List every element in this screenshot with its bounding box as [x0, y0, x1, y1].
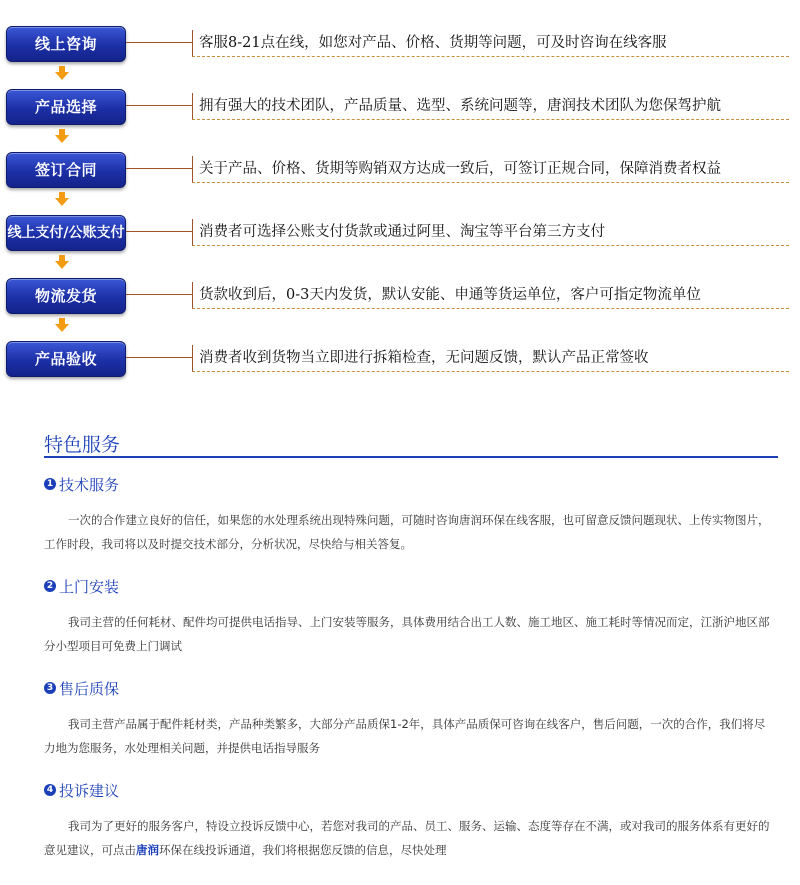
step-product-select	[6, 89, 788, 133]
feature-title: 技术服务	[59, 475, 120, 494]
feature-body	[44, 814, 774, 862]
step-description: 消费者可选择公账支付货款或通过阿里、淘宝等平台第三方支付	[192, 219, 789, 246]
step-button[interactable]: 线上支付/公账支付	[6, 215, 126, 251]
section-divider	[44, 456, 778, 458]
feature-body: 我司主营产品属于配件耗材类，产品种类繁多，大部分产品质保1-2年，具体产品质保可咨询在线客户，售后问题，一次的合作，我们将尽力地为您服务，水处理相关问题，并提供电话指导服务	[44, 717, 766, 755]
feature-title: 投诉建议	[59, 781, 120, 800]
step-description: 消费者收到货物当立即进行拆箱检查，无问题反馈，默认产品正常签收	[192, 345, 789, 372]
step-acceptance	[6, 341, 788, 385]
number-badge-icon: 1	[44, 478, 56, 490]
step-description: 关于产品、价格、货期等购销双方达成一致后，可签订正规合同，保障消费者权益	[192, 156, 789, 183]
connector-line	[126, 294, 192, 295]
connector-line	[126, 168, 192, 169]
feature-title: 上门安装	[59, 577, 120, 596]
connector-line	[126, 231, 192, 232]
down-arrow-icon	[55, 198, 69, 206]
number-badge-icon: 4	[44, 784, 56, 796]
step-button[interactable]: 签订合同	[6, 152, 126, 188]
feature-complaints	[44, 778, 774, 862]
feature-tech-service	[44, 472, 774, 556]
feature-body: 一次的合作建立良好的信任，如果您的水处理系统出现特殊问题，可随时咨询唐润环保在线客服，也可留意反馈问题现状、上传实物图片，工作时段，我司将以及时提交技术部分，分析状况，尽快给与相关答复。	[44, 513, 770, 551]
step-description: 拥有强大的技术团队，产品质量、选型、系统问题等，唐润技术团队为您保驾护航	[192, 93, 789, 120]
connector-line	[126, 105, 192, 106]
down-arrow-icon	[55, 324, 69, 332]
step-description: 客服8-21点在线，如您对产品、价格、货期等问题，可及时咨询在线客服	[192, 30, 789, 57]
step-button[interactable]: 产品验收	[6, 341, 126, 377]
connector-line	[126, 357, 192, 358]
connector-line	[126, 42, 192, 43]
process-flow	[0, 0, 800, 390]
step-shipping	[6, 278, 788, 322]
feature-warranty	[44, 676, 774, 760]
step-button[interactable]: 产品选择	[6, 89, 126, 125]
down-arrow-icon	[55, 261, 69, 269]
step-sign-contract	[6, 152, 788, 196]
feature-installation	[44, 574, 774, 658]
number-badge-icon: 2	[44, 580, 56, 592]
body-text: 我司为了更好的服务客户，特设立投诉反馈中心，若您对我司的产品、员工、服务、运输、态度等存在不满，或对我司的服务体系有更好的意见建议，可点击	[44, 819, 770, 857]
step-online-consult	[6, 26, 788, 70]
complaint-channel-link[interactable]: 唐润	[136, 843, 159, 857]
section-title: 特色服务	[44, 434, 121, 456]
down-arrow-icon	[55, 135, 69, 143]
step-button[interactable]: 线上咨询	[6, 26, 126, 62]
body-text: 环保在线投诉通道，我们将根据您反馈的信息，尽快处理	[159, 843, 447, 857]
number-badge-icon: 3	[44, 682, 56, 694]
step-button[interactable]: 物流发货	[6, 278, 126, 314]
down-arrow-icon	[55, 72, 69, 80]
step-payment	[6, 215, 788, 259]
feature-title: 售后质保	[59, 679, 120, 698]
step-description: 货款收到后，0-3天内发货，默认安能、申通等货运单位，客户可指定物流单位	[192, 282, 789, 309]
feature-body: 我司主营的任何耗材、配件均可提供电话指导、上门安装等服务，具体费用结合出工人数、施工地区、施工耗时等情况而定，江浙沪地区部分小型项目可免费上门调试	[44, 615, 770, 653]
